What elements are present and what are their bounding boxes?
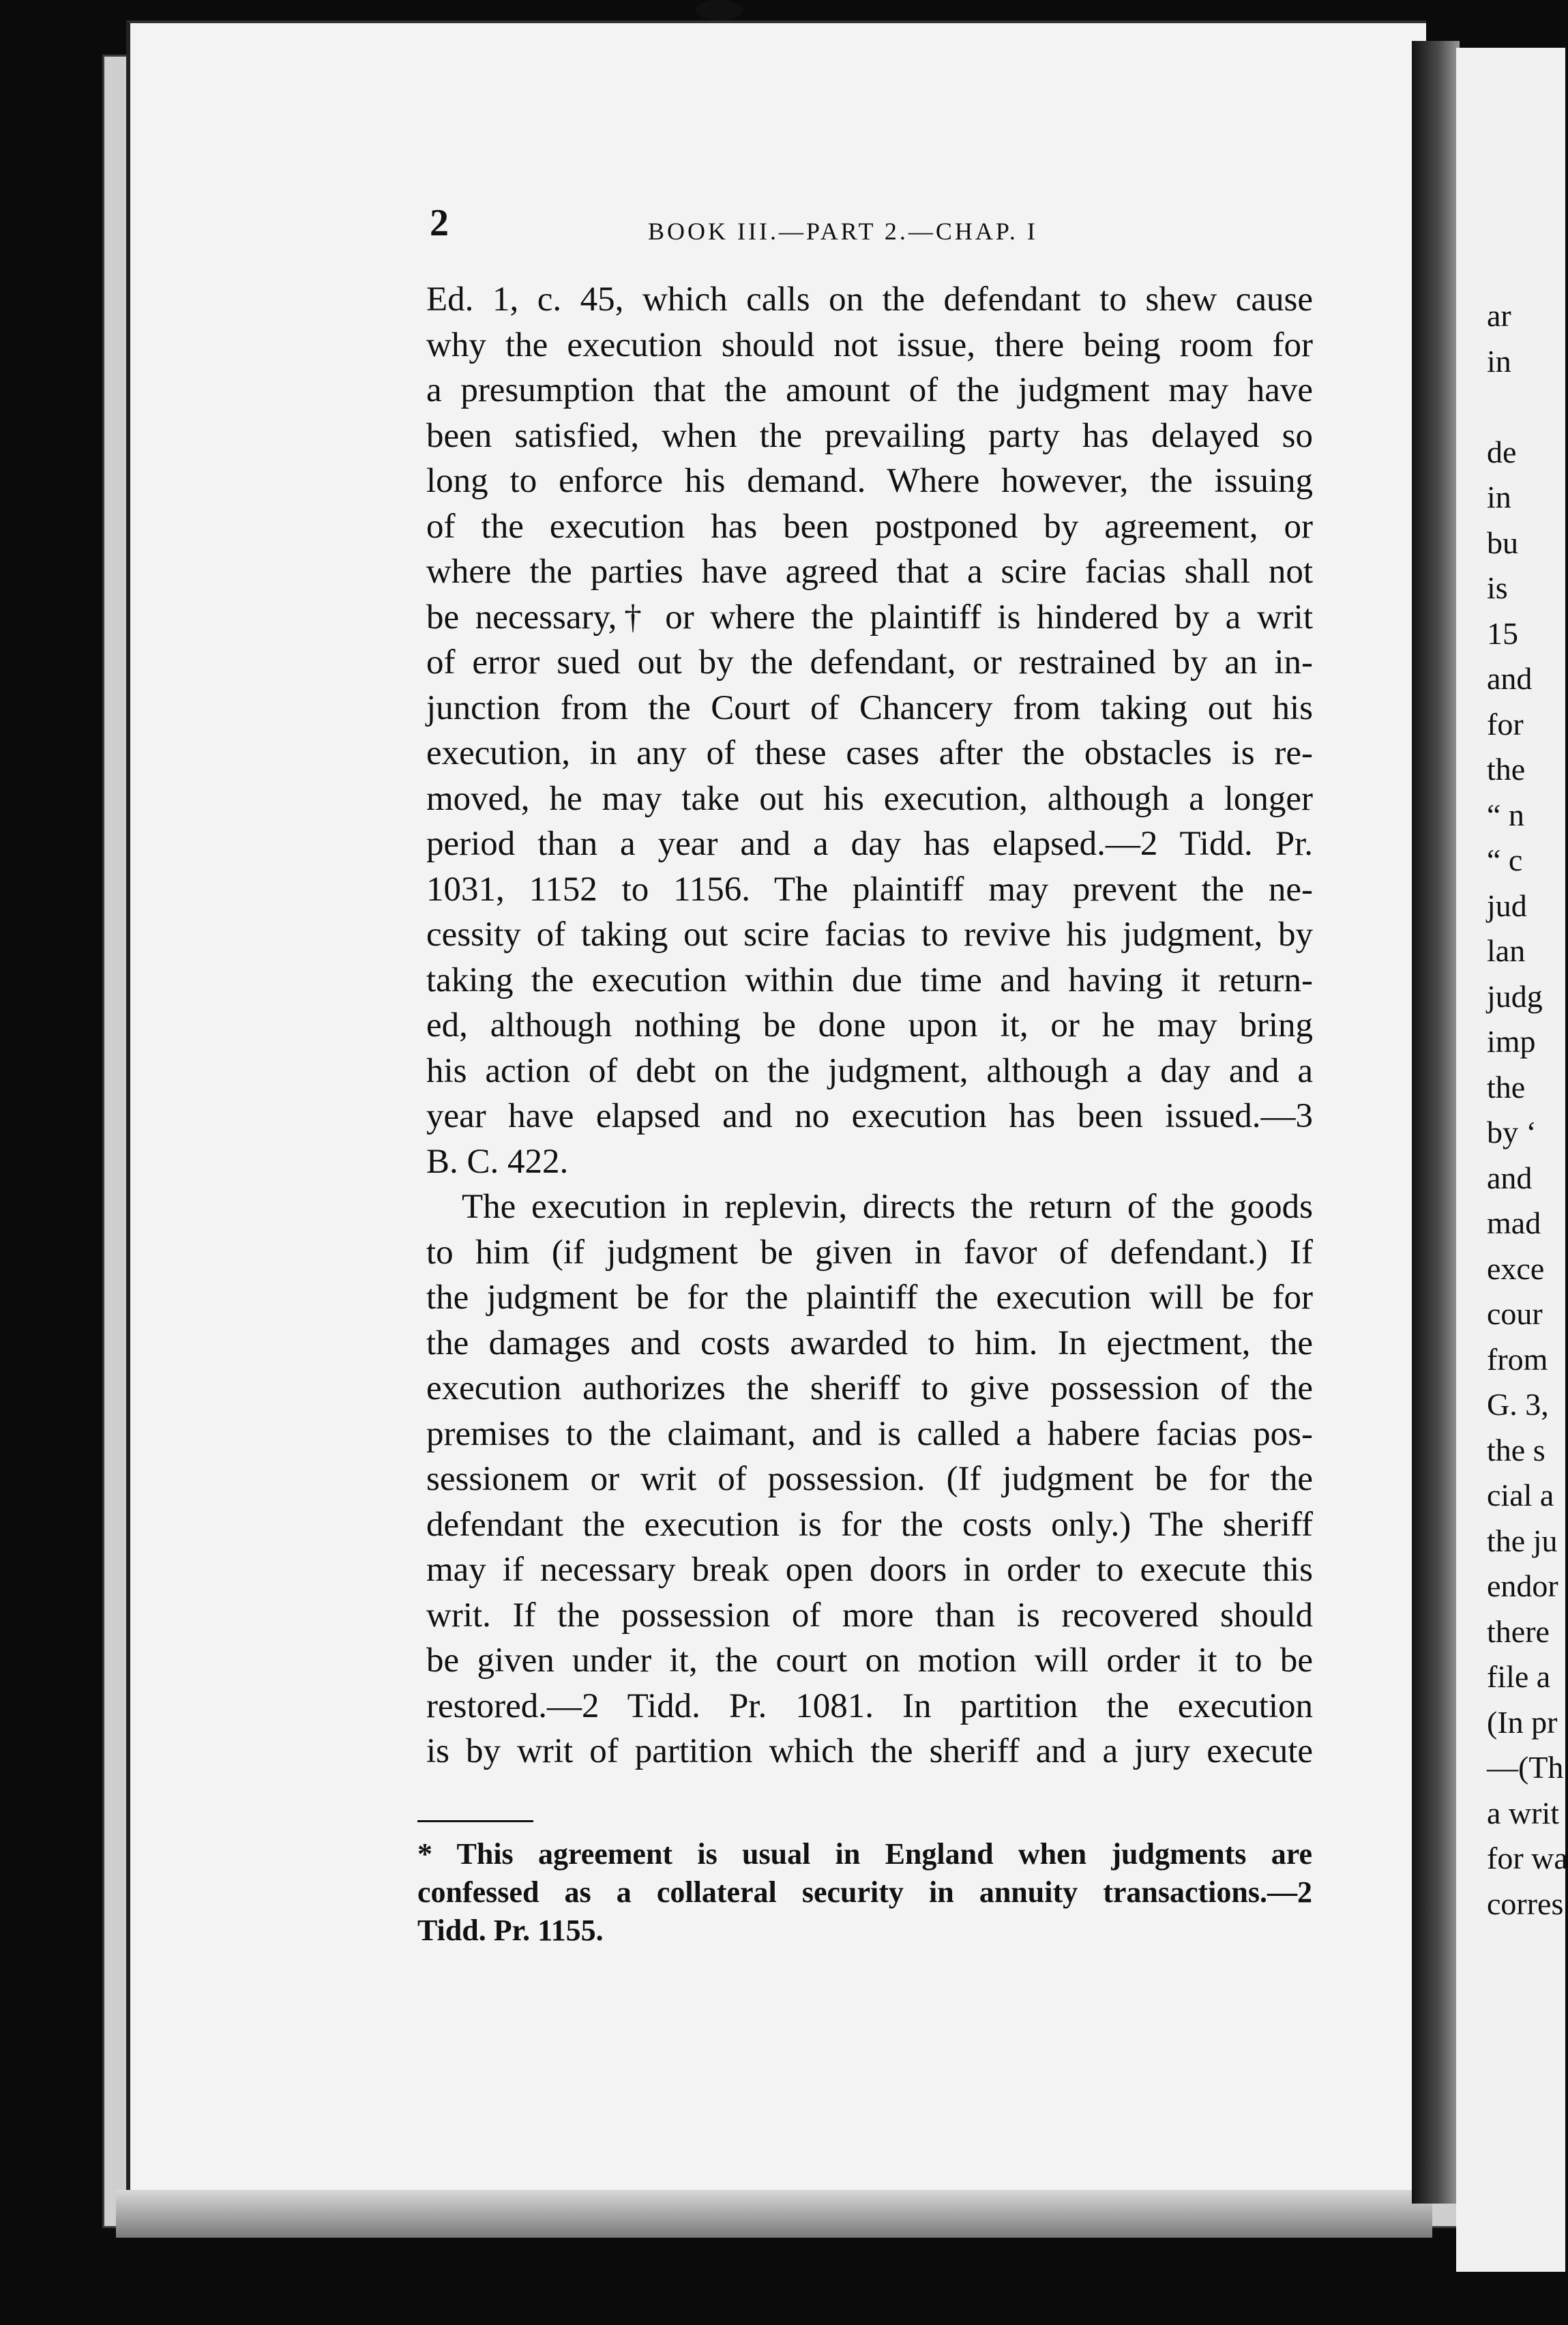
text-line: be given under it, the court on motion will order it to be xyxy=(426,1641,1313,1680)
facing-page-fragment: G. 3, xyxy=(1487,1387,1549,1422)
text-line: 1031, 1152 to 1156. The plaintiff may prevent the ne- xyxy=(426,870,1313,909)
text-line: Ed. 1, c. 45, which calls on the defendant to shew cause xyxy=(426,280,1313,319)
facing-page-fragment: cial a xyxy=(1487,1478,1554,1512)
text-line: period than a year and a day has elapsed.—2 Tidd. Pr. xyxy=(426,825,1313,863)
text-line: where the parties have agreed that a scire facias shall not xyxy=(426,553,1313,591)
text-line: the damages and costs awarded to him. In ejectment, the xyxy=(426,1324,1313,1362)
facing-page-fragment: judg xyxy=(1487,978,1543,1014)
facing-page-fragment: de xyxy=(1487,434,1517,469)
facing-page-fragment: for wa xyxy=(1487,1841,1568,1875)
facing-page-fragment: imp xyxy=(1487,1024,1536,1059)
text-line: restored.—2 Tidd. Pr. 1081. In partition the execution xyxy=(426,1686,1313,1725)
text-line: moved, he may take out his execution, although a longer xyxy=(426,779,1313,818)
page-number: 2 xyxy=(430,202,449,244)
facing-page-fragment: by ‘ xyxy=(1487,1115,1537,1150)
facing-page-text-fragments xyxy=(1487,293,1568,1927)
facing-page-fragment: the ju xyxy=(1487,1523,1558,1558)
paragraph-1 xyxy=(426,277,1313,1184)
facing-page-fragment: exce xyxy=(1487,1251,1545,1286)
facing-page-fragment: jud xyxy=(1487,888,1527,923)
facing-page-fragment: 15 xyxy=(1487,615,1518,651)
text-line: B. C. 422. xyxy=(426,1142,569,1181)
paragraph-2 xyxy=(426,1184,1313,1774)
facing-page-fragment: from xyxy=(1487,1341,1548,1377)
facing-page-fragment: in xyxy=(1487,343,1511,379)
text-line: cessity of taking out scire facias to revive his judgment, by xyxy=(426,916,1313,954)
facing-page-fragment: and xyxy=(1487,661,1533,696)
text-line: execution authorizes the sheriff to give possession of the xyxy=(426,1369,1313,1407)
footnote-line: Tidd. Pr. 1155. xyxy=(417,1914,604,1947)
text-line: his action of debt on the judgment, although a day and a xyxy=(426,1051,1313,1090)
footnote-line: * This agreement is usual in England when judgments are xyxy=(417,1837,1312,1871)
footnote xyxy=(417,1835,1312,1950)
text-line: long to enforce his demand. Where however, the issuing xyxy=(426,462,1313,500)
text-line: been satisfied, when the prevailing party has delayed so xyxy=(426,416,1313,455)
facing-page-fragment: “ n xyxy=(1487,797,1524,832)
facing-page-fragment: a writ xyxy=(1487,1795,1560,1830)
facing-page-fragment: the s xyxy=(1487,1432,1545,1467)
text-line: be necessary,† or where the plaintiff is hindered by a writ xyxy=(426,598,1313,637)
facing-page-fragment: in xyxy=(1487,480,1511,514)
text-line: execution, in any of these cases after the obstacles is re- xyxy=(426,734,1313,772)
facing-page-fragment: for xyxy=(1487,706,1524,742)
text-line: ed, although nothing be done upon it, or he may bring xyxy=(426,1006,1313,1044)
facing-page-fragment: file a xyxy=(1487,1659,1551,1694)
facing-page-fragment: lan xyxy=(1487,933,1526,968)
facing-page-fragment: corres xyxy=(1487,1886,1564,1921)
facing-page-fragment: (In pr xyxy=(1487,1704,1558,1740)
facing-page-fragment: mad xyxy=(1487,1205,1541,1240)
footnote-line: confessed as a collateral security in annuity transactions.—2 xyxy=(417,1875,1312,1909)
text-line: writ. If the possession of more than is recovered should xyxy=(426,1596,1313,1635)
running-head: BOOK III.—PART 2.—CHAP. I xyxy=(648,218,1038,245)
text-line: defendant the execution is for the costs only.) The sheriff xyxy=(426,1505,1313,1544)
facing-page-fragment: “ c xyxy=(1487,843,1523,877)
facing-page-fragment: endor xyxy=(1487,1568,1558,1603)
facing-page-fragment: —(Th xyxy=(1487,1750,1564,1785)
body-text xyxy=(426,277,1313,1774)
text-line: to him (if judgment be given in favor of defendant.) If xyxy=(426,1233,1313,1272)
text-line: a presumption that the amount of the judgment may have xyxy=(426,371,1313,409)
text-line: taking the execution within due time and having it return- xyxy=(426,961,1313,999)
facing-page-fragment: cour xyxy=(1487,1296,1543,1331)
footnote-rule xyxy=(417,1820,533,1822)
text-line: may if necessary break open doors in order to execute this xyxy=(426,1551,1313,1589)
facing-page-fragment: is xyxy=(1487,570,1508,605)
facing-page-fragment xyxy=(1487,384,1562,430)
text-line: why the execution should not issue, there being room for xyxy=(426,325,1313,364)
facing-page-fragment: the xyxy=(1487,1069,1526,1105)
text-line: of the execution has been postponed by agreement, or xyxy=(426,507,1313,546)
text-line: year have elapsed and no execution has been issued.—3 xyxy=(426,1097,1313,1135)
facing-page-fragment: and xyxy=(1487,1160,1533,1195)
book-gutter xyxy=(1412,41,1460,2204)
facing-page-fragment: there xyxy=(1487,1613,1550,1649)
facing-page-fragment: ar xyxy=(1487,298,1511,333)
facing-page-fragment: bu xyxy=(1487,525,1518,560)
text-line: of error sued out by the defendant, or restrained by an in- xyxy=(426,643,1313,682)
text-line: junction from the Court of Chancery from taking out his xyxy=(426,688,1313,727)
text-line: the judgment be for the plaintiff the execution will be for xyxy=(426,1278,1313,1317)
text-line: sessionem or writ of possession. (If judgment be for the xyxy=(426,1460,1313,1498)
text-line: is by writ of partition which the sheriff and a jury execute xyxy=(426,1732,1313,1770)
text-line: The execution in replevin, directs the return of the goods xyxy=(462,1188,1313,1226)
facing-page-fragment: the xyxy=(1487,752,1526,787)
text-line: premises to the claimant, and is called a habere facias pos- xyxy=(426,1414,1313,1453)
ink-blot xyxy=(696,0,743,20)
page-bottom-edge xyxy=(116,2190,1432,2238)
